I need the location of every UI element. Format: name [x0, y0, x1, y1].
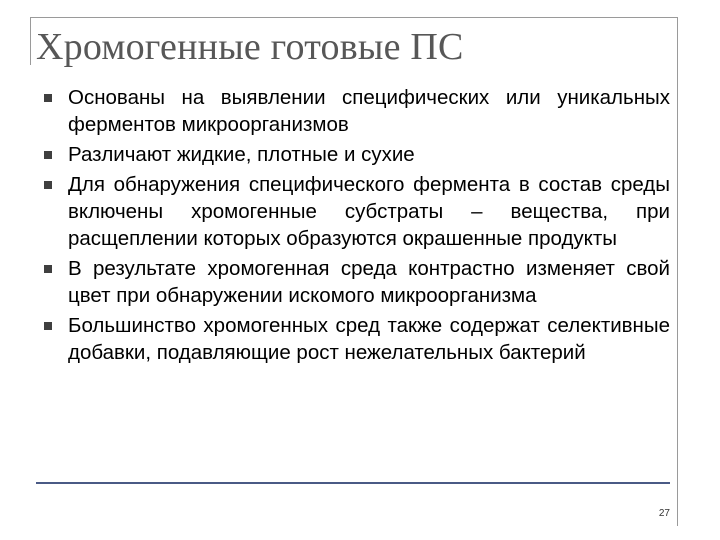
- bullet-list: [36, 84, 670, 369]
- slide-frame-left-tick: [30, 17, 31, 65]
- bullet-text: Основаны на выявлении специфических или уникальных ферментов микроорганизмов: [68, 86, 670, 136]
- bullet-text: Различают жидкие, плотные и сухие: [68, 143, 415, 166]
- bullet-item: [36, 171, 670, 252]
- bullet-text: Для обнаружения специфического фермента в состав среды включены хромогенные субстраты – вещества, при расщеплении которых образуются окрашенные продукты: [68, 173, 670, 250]
- bullet-item: [36, 141, 670, 168]
- bullet-text: В результате хромогенная среда контрастно изменяет свой цвет при обнаружении искомого микроорганизма: [68, 257, 670, 307]
- square-bullet-icon: [44, 151, 52, 159]
- slide-frame-right-line: [677, 17, 678, 526]
- slide-title: Хромогенные готовые ПС: [36, 26, 464, 68]
- square-bullet-icon: [44, 322, 52, 330]
- square-bullet-icon: [44, 94, 52, 102]
- square-bullet-icon: [44, 181, 52, 189]
- bullet-text: Большинство хромогенных сред также содержат селективные добавки, подавляющие рост нежелательных бактерий: [68, 314, 670, 364]
- bullet-item: [36, 255, 670, 309]
- page-number: 27: [658, 508, 670, 519]
- bullet-item: [36, 312, 670, 366]
- slide-frame-top-line: [30, 17, 677, 18]
- bullet-item: [36, 84, 670, 138]
- square-bullet-icon: [44, 265, 52, 273]
- footer-divider: [36, 482, 670, 484]
